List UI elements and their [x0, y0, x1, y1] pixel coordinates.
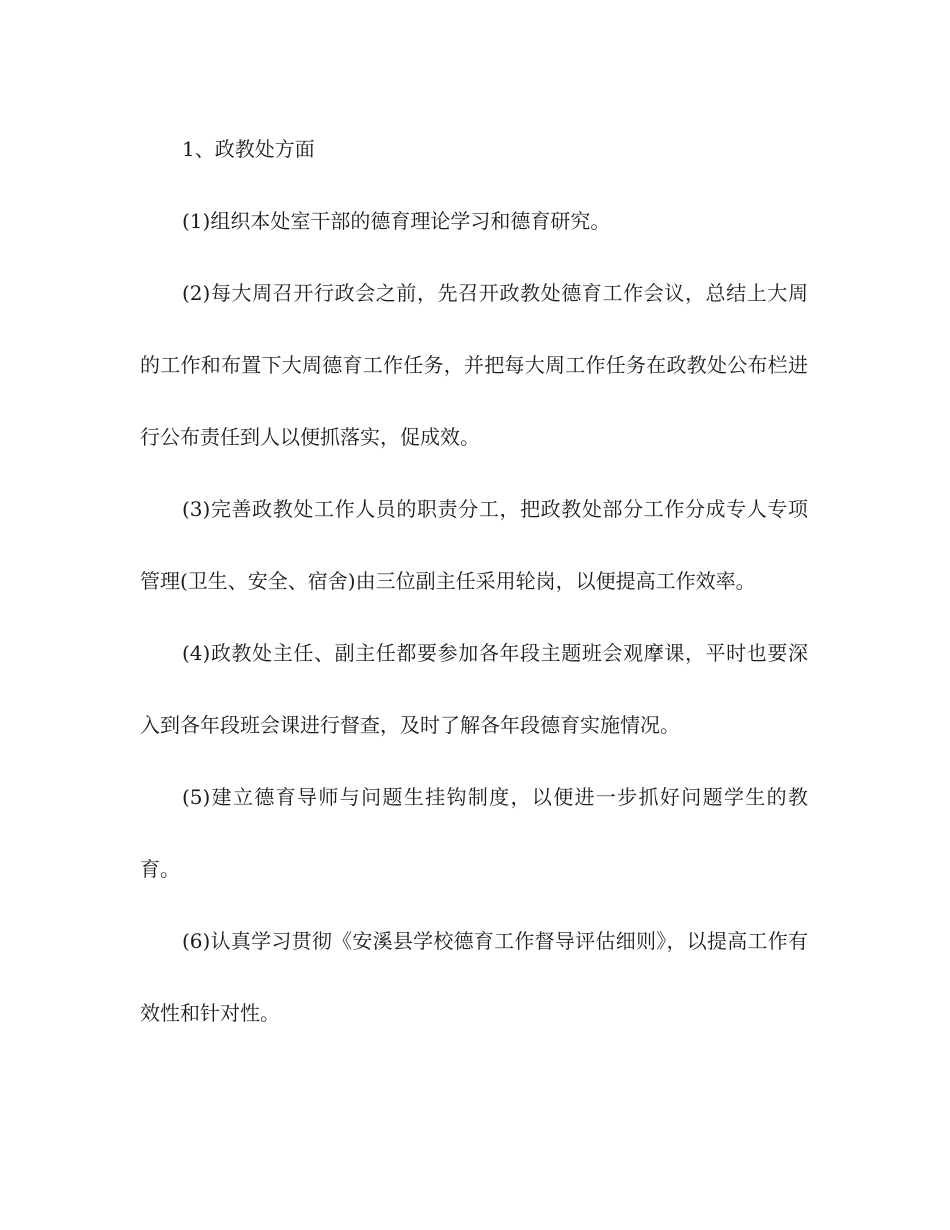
paragraph-item-5: (5)建立德育导师与问题生挂钩制度，以便进一步抓好问题学生的教育。: [140, 785, 808, 881]
paragraph-item-2: (2)每大周召开行政会之前，先召开政教处德育工作会议，总结上大周的工作和布置下大周德育工作任务，并把每大周工作任务在政教处公布栏进行公布责任到人以便抓落实，促成效。: [140, 281, 808, 449]
paragraph-item-1: (1)组织本处室干部的德育理论学习和德育研究。: [182, 209, 611, 233]
paragraph-item-3: (3)完善政教处工作人员的职责分工，把政教处部分工作分成专人专项管理(卫生、安全、宿舍)由三位副主任采用轮岗，以便提高工作效率。: [140, 497, 808, 593]
paragraph-item-6: (6)认真学习贯彻《安溪县学校德育工作督导评估细则》，以提高工作有效性和针对性。: [140, 929, 808, 1025]
paragraph-item-4: (4)政教处主任、副主任都要参加各年段主题班会观摩课，平时也要深入到各年段班会课进行督查，及时了解各年段德育实施情况。: [140, 641, 808, 737]
section-heading: 1、政教处方面: [182, 137, 315, 161]
document-body: [140, 113, 808, 1049]
